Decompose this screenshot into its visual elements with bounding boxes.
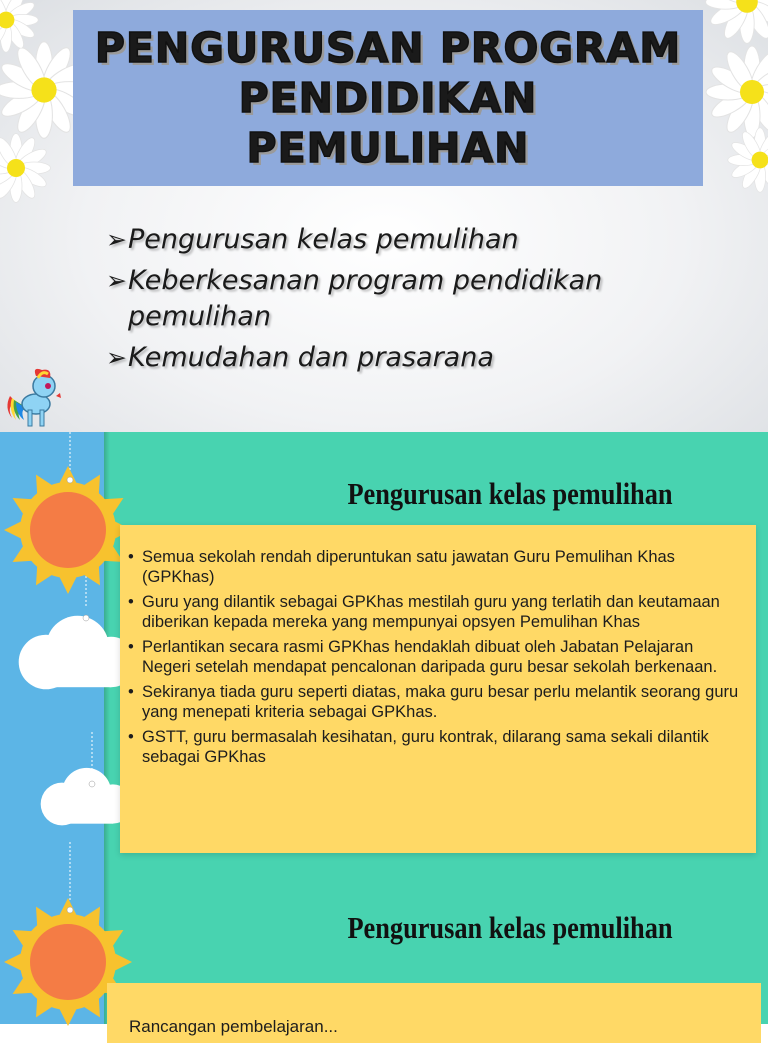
topic-text: Keberkesanan program pendidikan pemulihan [128, 265, 603, 332]
list-item: • Perlantikan secara rasmi GPKhas hendaklah dibuat oleh Jabatan Pelajaran Negeri setelah mendapat pencalonan daripada guru besar sekolah berkenaan. [128, 637, 742, 677]
list-item: • Sekiranya tiada guru seperti diatas, maka guru besar perlu melantik seorang guru yang menepati kriteria sebagai GPKhas. [128, 682, 742, 722]
slide-2 [0, 432, 768, 1036]
arrow-bullet-icon: ➢ [106, 343, 127, 372]
content-box [107, 983, 761, 1043]
list-item: • Guru yang dilantik sebagai GPKhas mestilah guru yang terlatih dan keutamaan diberikan kepada mereka yang mempunyai opsyen Pemulihan Khas [128, 592, 742, 632]
arrow-bullet-icon: ➢ [106, 225, 127, 254]
topic-text: Pengurusan kelas pemulihan [128, 224, 519, 255]
title-line: PEMULIHAN [246, 124, 530, 172]
topic-item [106, 263, 666, 335]
slide-1 [0, 0, 768, 432]
title-line: PENDIDIKAN [238, 74, 538, 122]
arrow-bullet-icon: ➢ [106, 266, 127, 295]
bullet-list [120, 525, 756, 767]
sun-icon [4, 466, 132, 594]
section-heading: Pengurusan kelas pemulihan [347, 910, 673, 945]
pony-icon [2, 366, 66, 432]
section-heading: Pengurusan kelas pemulihan [347, 476, 673, 511]
title-line: PENGURUSAN PROGRAM [94, 24, 682, 72]
daisy-flower-icon [0, 0, 38, 52]
partial-text: Rancangan pembelajaran... [129, 1017, 338, 1036]
daisy-flower-icon [0, 134, 51, 203]
cloud-icon [41, 768, 133, 825]
list-item: • Semua sekolah rendah diperuntukan satu jawatan Guru Pemulihan Khas (GPKhas) [128, 547, 742, 587]
topic-text: Kemudahan dan prasarana [128, 342, 494, 373]
content-box [120, 525, 756, 853]
topic-item [106, 340, 666, 376]
topic-list [106, 222, 666, 381]
list-item: • GSTT, guru bermasalah kesihatan, guru kontrak, dilarang sama sekali dilantik sebagai GPKhas [128, 727, 742, 767]
daisy-flower-icon [728, 128, 768, 192]
topic-item [106, 222, 666, 258]
daisy-flower-icon [706, 0, 768, 43]
title-box [73, 10, 703, 186]
daisy-flower-icon [706, 46, 768, 138]
cloud-icon [19, 616, 137, 690]
